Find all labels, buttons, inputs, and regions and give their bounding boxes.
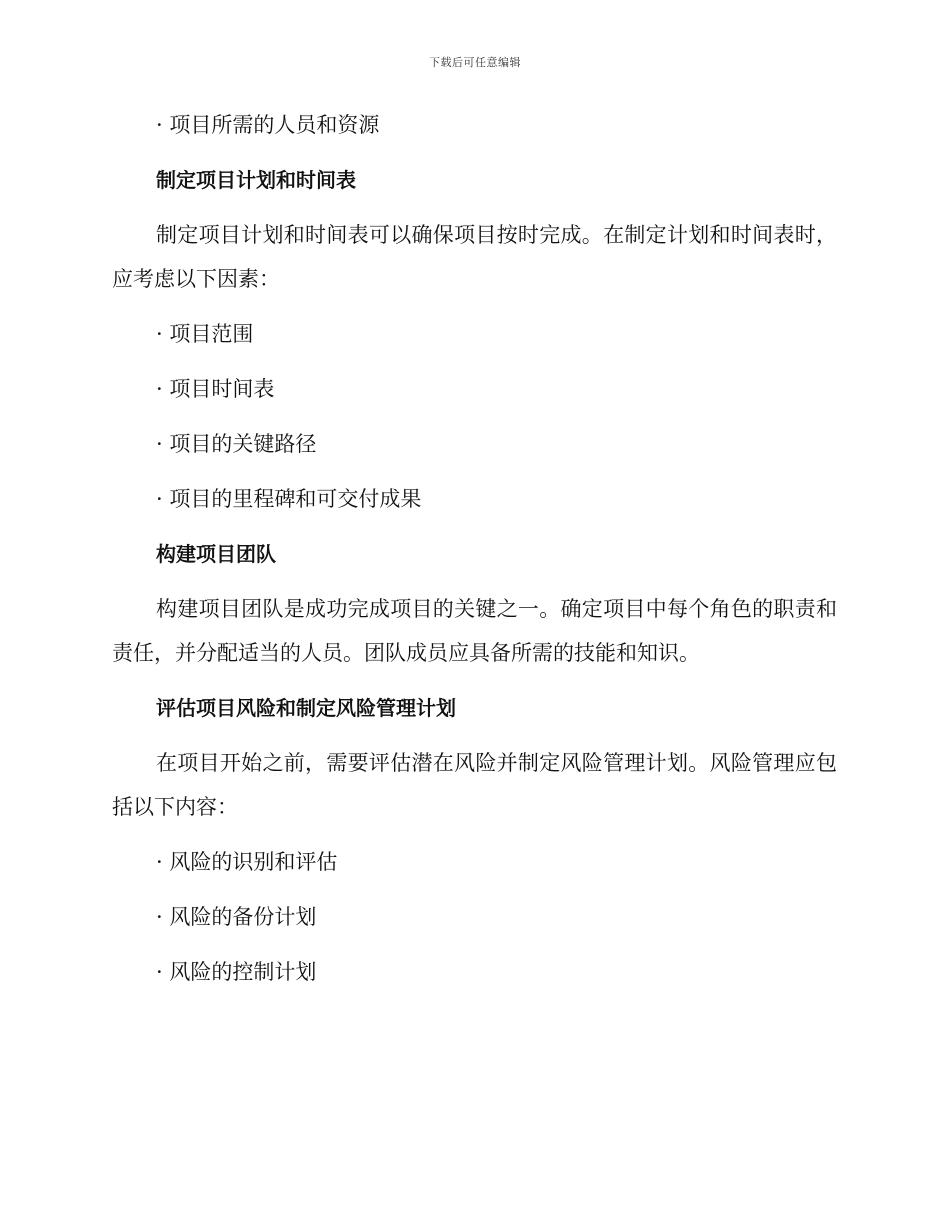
paragraph: 构建项目团队是成功完成项目的关键之一。确定项目中每个角色的职责和责任，并分配适当的人员。团队成员应具备所需的技能和知识。: [112, 597, 837, 665]
paragraph: 在项目开始之前，需要评估潜在风险并制定风险管理计划。风险管理应包括以下内容：: [112, 751, 837, 819]
section-heading: 制定项目计划和时间表: [156, 168, 356, 192]
bullet-item: · 项目所需的人员和资源: [156, 113, 380, 137]
bullet-item: · 风险的控制计划: [156, 960, 317, 984]
bullet-item: · 项目时间表: [156, 377, 275, 401]
bullet-item: · 项目的里程碑和可交付成果: [156, 487, 422, 511]
document-body: [112, 110, 837, 1012]
section-heading: 评估项目风险和制定风险管理计划: [156, 696, 456, 720]
page-header: 下载后可任意编辑: [429, 56, 521, 69]
bullet-item: · 项目的关键路径: [156, 432, 317, 456]
bullet-item: · 风险的备份计划: [156, 905, 317, 929]
bullet-item: · 风险的识别和评估: [156, 850, 338, 874]
bullet-item: · 项目范围: [156, 322, 254, 346]
section-heading: 构建项目团队: [156, 542, 276, 566]
paragraph: 制定项目计划和时间表可以确保项目按时完成。在制定计划和时间表时，应考虑以下因素：: [112, 223, 837, 291]
